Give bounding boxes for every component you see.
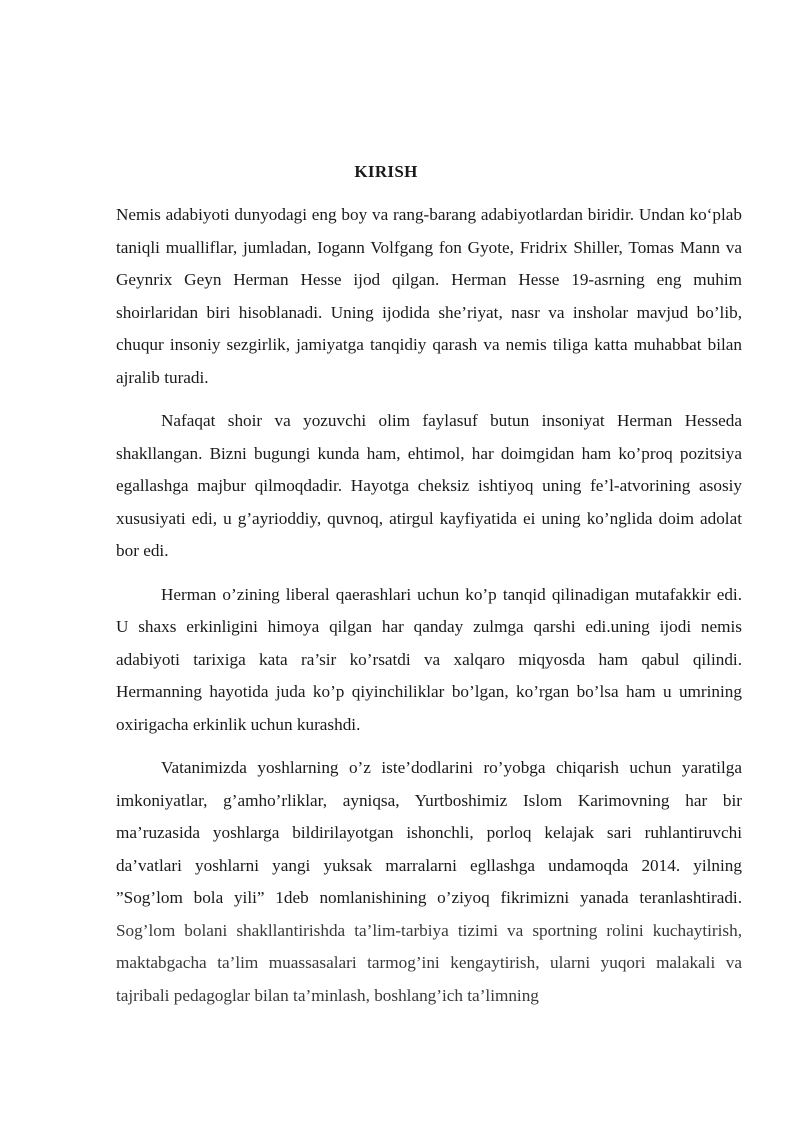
paragraph-youth-continuation: Sog’lom bolani shakllantirishda ta’lim-tarbiya tizimi va sportning rolini kuchaytirish, maktabgacha ta’lim muassasalari tarmog’ini kengaytirish, ularni yuqori malakali va tajribali pedagoglar bilan ta’minlash, boshlang’ich ta’limning: [116, 920, 742, 1005]
paragraph-liberal-views: Herman o’zining liberal qaerashlari uchun ko’p tanqid qilinadigan mutafakkir edi. U shaxs erkinligini himoya qilgan har qanday zulmga qarshi edi.uning ijodi nemis adabiyoti tarixiga kata ra’sir ko’rsatdi va xalqaro miqyosda ham qabul qilindi. Hermanning hayotida juda ko’p qiyinchiliklar bo’lgan, ko’rgan bo’lsa ham u umrining oxirigacha erkinlik uchun kurashdi.: [116, 584, 742, 734]
paragraph-hesse-philosopher: Nafaqat shoir va yozuvchi olim faylasuf butun insoniyat Herman Hesseda shakllangan. Bizni bugungi kunda ham, ehtimol, har doimgidan ham ko’proq pozitsiya egallashga majbur qilmoqdadir. Hayotga cheksiz ishtiyoq uning fe’l-atvorining asosiy xususiyati edi, u g’ayrioddiy, quvnoq, atirgul kayfiyatida ei uning ko’nglida doim adolat bor edi.: [116, 411, 742, 560]
page-title: KIRISH: [354, 162, 418, 181]
document-body: [116, 199, 742, 1012]
paragraph-youth-main: Vatanimizda yoshlarning o’z iste’dodlarini ro’yobga chiqarish uchun yaratilga imkoniyatlar, g’amho’rliklar, ayniqsa, Yurtboshimiz Islom Karimovning har bir ma’ruzasida yoshlarga bildirilayotgan ishonchli, porloq kelajak sari ruhlantiruvchi da’vatlari yoshlarni yangi yuksak marralarni egllashga undamoqda 2014. yilning ”Sog’lom bola yili” 1deb nomlanishining o’ziyoq fikrimizni yanada teranlashtiradi.: [116, 758, 742, 907]
paragraph-youth: [116, 752, 742, 1012]
paragraph-intro: Nemis adabiyoti dunyodagi eng boy va rang-barang adabiyotlardan biridir. Undan ko‘plab taniqli mualliflar, jumladan, Iogann Volfgang fon Gyote, Fridrix Shiller, Tomas Mann va Geynrix Geyn Herman Hesse ijod qilgan. Herman Hesse 19-asrning eng muhim shoirlaridan biri hisoblanadi. Uning ijodida she’riyat, nasr va insholar mavjud bo’lib, chuqur insoniy sezgirlik, jamiyatga tanqidiy qarash va nemis tiliga katta muhabbat bilan ajralib turadi.: [116, 205, 742, 387]
